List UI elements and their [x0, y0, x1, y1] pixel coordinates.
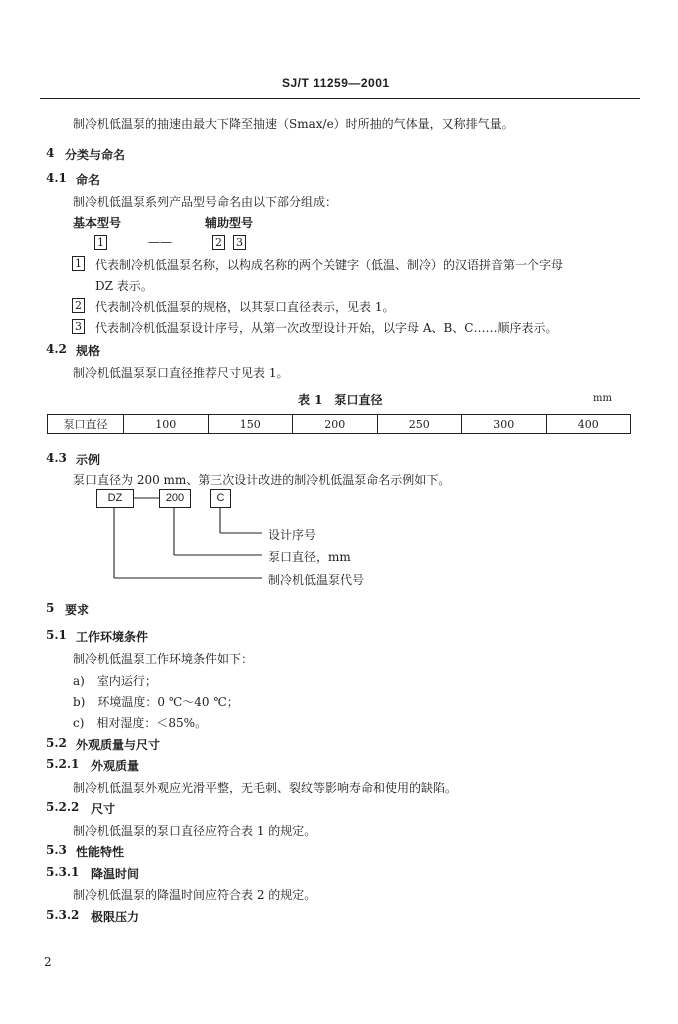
env-intro: 制冷机低温泵工作环境条件如下： — [73, 652, 254, 666]
section-5-3-1-heading: 降温时间 — [91, 867, 140, 881]
standard-code-header: SJ/T 11259—2001 — [282, 76, 390, 90]
example-intro: 泵口直径为 200 mm、第三次设计改进的制冷机低温泵命名示例如下。 — [73, 473, 451, 487]
section-5-2-heading: 外观质量与尺寸 — [76, 738, 161, 752]
section-4-1-number: 4.1 — [46, 171, 67, 185]
section-5-1-heading: 工作环境条件 — [76, 630, 149, 644]
basic-model-label: 基本型号 — [73, 216, 122, 230]
section-5-3-number: 5.3 — [46, 843, 67, 857]
size-text: 制冷机低温泵的泵口直径应符合表 1 的规定。 — [73, 824, 317, 838]
section-5-3-heading: 性能特性 — [76, 845, 125, 859]
section-5-2-1-number: 5.2.1 — [46, 757, 80, 771]
table-cell: 300 — [462, 415, 547, 434]
section-4-number: 4 — [46, 146, 55, 160]
item-1-marker: 1 — [72, 256, 85, 271]
section-5-2-number: 5.2 — [46, 736, 67, 750]
model-box-3: 3 — [233, 235, 246, 250]
cooldown-text: 制冷机低温泵的降温时间应符合表 2 的规定。 — [73, 888, 317, 902]
example-seq-box: C — [210, 489, 231, 508]
model-box-2: 2 — [212, 235, 225, 250]
example-code-box: DZ — [96, 489, 134, 508]
item-1-text-continued: DZ 表示。 — [95, 279, 153, 293]
item-3-marker: 3 — [72, 319, 85, 334]
table-row-header: 泵口直径 — [48, 415, 124, 434]
example-size-box: 200 — [159, 489, 191, 508]
table-cell: 100 — [124, 415, 209, 434]
section-4-3-number: 4.3 — [46, 451, 67, 465]
section-5-3-2-heading: 极限压力 — [91, 910, 140, 924]
section-4-heading: 分类与命名 — [65, 148, 126, 162]
table-cell: 200 — [293, 415, 378, 434]
section-5-3-1-number: 5.3.1 — [46, 865, 80, 879]
appearance-text: 制冷机低温泵外观应光滑平整，无毛刺、裂纹等影响寿命和使用的缺陷。 — [73, 781, 458, 795]
model-box-1: 1 — [94, 235, 107, 250]
example-size-label: 泵口直径，mm — [268, 550, 351, 564]
section-5-2-1-heading: 外观质量 — [91, 759, 140, 773]
definition-text: 制冷机低温泵的抽速由最大下降至抽速（Smax/e）时所抽的气体量，又称排气量。 — [73, 117, 514, 131]
section-5-1-number: 5.1 — [46, 628, 67, 642]
spec-intro: 制冷机低温泵泵口直径推荐尺寸见表 1。 — [73, 366, 289, 380]
example-code-label: 制冷机低温泵代号 — [268, 573, 365, 587]
section-5-heading: 要求 — [65, 603, 90, 617]
item-3-text: 代表制冷机低温泵设计序号，从第一次改型设计开始，以字母 A、B、C……顺序表示。 — [95, 321, 558, 335]
env-item-a: a) 室内运行； — [73, 674, 157, 688]
section-4-1-heading: 命名 — [76, 173, 101, 187]
section-4-3-heading: 示例 — [76, 453, 101, 467]
section-5-number: 5 — [46, 601, 55, 615]
item-1-text: 代表制冷机低温泵名称，以构成名称的两个关键字（低温、制冷）的汉语拼音第一个字母 — [95, 258, 564, 272]
section-5-2-2-number: 5.2.2 — [46, 800, 80, 814]
section-5-3-2-number: 5.3.2 — [46, 908, 80, 922]
table-1-unit: mm — [593, 393, 612, 404]
naming-intro: 制冷机低温泵系列产品型号命名由以下部分组成： — [73, 195, 338, 209]
table-cell: 400 — [546, 415, 631, 434]
table-cell: 250 — [377, 415, 462, 434]
table-cell: 150 — [208, 415, 293, 434]
section-5-2-2-heading: 尺寸 — [91, 802, 116, 816]
aux-model-label: 辅助型号 — [205, 216, 254, 230]
env-item-b: b) 环境温度：0 ℃～40 ℃； — [73, 695, 239, 709]
item-2-marker: 2 — [72, 298, 85, 313]
item-2-text: 代表制冷机低温泵的规格，以其泵口直径表示，见表 1。 — [95, 300, 395, 314]
env-item-c: c) 相对湿度：＜85%。 — [73, 716, 208, 730]
example-seq-label: 设计序号 — [268, 528, 317, 542]
table-1-title: 表 1 泵口直径 — [298, 393, 383, 407]
model-separator-dash: —— — [148, 235, 172, 249]
section-4-2-heading: 规格 — [76, 344, 101, 358]
page-number: 2 — [44, 955, 52, 969]
section-4-2-number: 4.2 — [46, 342, 67, 356]
